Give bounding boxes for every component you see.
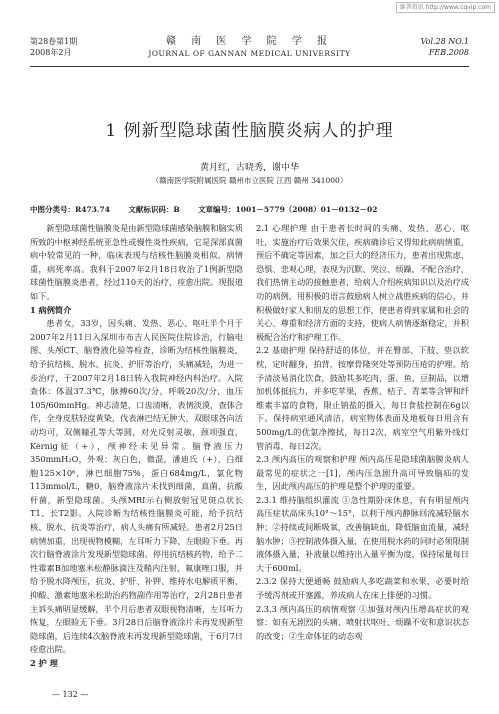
journal-header xyxy=(30,36,469,66)
right-column xyxy=(256,222,469,643)
header-rule xyxy=(30,66,469,67)
paragraph-observation: 2.3.3 颅内高压的病情观察 ①加强对颅内压增高症状的观察：如有无剧烈的头痛、喷射状呕吐、烦躁不安和意识状态的改变；②生命体征的动态观 xyxy=(256,603,469,641)
paragraph-bowel: 2.3.2 保持大便通畅 鼓励病人多吃蔬菜和水果，必要时给予缓泻剂或开塞露，养成病人在床上排便的习惯。 xyxy=(256,576,469,601)
article-meta xyxy=(30,204,393,215)
header-center xyxy=(30,36,469,59)
volume-en: Vol.28 NO.1 xyxy=(420,37,469,46)
document-code: 文献标识码：B xyxy=(128,205,180,214)
case-paragraph: 患者女，33岁，因头痛、发热、恶心、呕吐半个月于2007年2月11日入深圳市布吉人民医院住院诊治，行脑电图、头颅CT、脑脊液化验等检查，诊断为结核性脑膜炎，给予抗结核、脱水、抗炎、护肝等治疗，头痛减轻，为进一步治疗，于2007年2月18日转入我院神经内科治疗。入院查体：体温37.3℃，脉搏60次/分，呼吸20次/分，血压105/60mmHg。神志清楚，口齿清晰，表情淡漠，查体合作，全身皮肤轻度黄染，伐表淋巴结无肿大，双眼球各向活动均可，双侧瞳孔等大等圆，对光反射灵敏，颈项强直，Kernig征（+），颅神经未见异常。脑脊液压力350mmH₂O，外观：灰白色，微混，潘迪氏（+），白细胞125×10⁶，淋巴细胞75%，蛋白684mg/L，氯化物113mmol/L，糖0，脑脊液涂片未找到细菌，真菌，抗酸杆菌，新型隐球菌。头颅MRI示右侧放射冠见斑点状长T1、长T2影。入院诊断为结核性脑膜炎可能，给予抗结核、脱水、抗炎等治疗，病人头痛有所减轻。患者2月25日病情加重，出现视物模糊，左耳听力下降，左眼睑下垂。再次行脑脊液涂片发现新型隐球菌。停用抗结核药物，给予二性霉素B加地塞米松静脉滴注及鞘内注射，氟康唑口服，并给予脱水降颅压，抗炎、护肝、补钾、维持水电解质平衡、抑酸、激素地塞米松助治药物副作用等治疗，2月28日患者主诉头痛明显缓解，半个月后患者双眼视物清晰，左耳听力恢复，左眼睑无下垂。3月28日后脑脊液涂片未再发现新型隐球菌，后连续4次脑脊液未再发现新型隐球菌，于6月7日痊愈出院。 xyxy=(30,318,243,655)
paragraph-perfusion: 2.3.1 维持脑组织灌流 ①急性期卧床休息，有有明显颅内高压症状高床头10°～15°，以利于颅内静脉回流减轻脑水肿；②持续或间断吸氧，改善脑缺血，降低脑血流量，减轻脑水肿；③控制液体摄入量，在使用脱水药的同时必须限制液体摄入量，补液量以维持出入量平衡为度，保持尿量每日大于600ml。 xyxy=(256,494,469,573)
date-cn: 2008年2月 xyxy=(30,48,72,57)
article-number: 文章编号：1001－5779（2008）01－0132－02 xyxy=(198,205,378,214)
affiliation: （赣南医学院附属医院 赣州市立医院 江西 赣州 341000） xyxy=(151,176,348,185)
clc-number: 中图分类号：R473.74 xyxy=(30,205,110,214)
section-heading-nursing: 2 护 理 xyxy=(30,658,58,668)
authors: 黄月红，古晓秀，谢中华 xyxy=(199,163,299,173)
paragraph-psych-care: 2.1 心理护理 由于患者长时间的头痛、发热、恶心、呕吐，实施治疗后效果欠佳，疾病确诊后又得知此病病情重，预后不确定等因素，加之巨大的经济压力，患者出现焦虑、恐惧、悲观心理，表现为沉默、哭泣、烦躁，不配合治疗，我们热情主动的接触患者，给病人介绍疾病知识以及治疗成功的病例，用积极的语言鼓励病人树立战胜疾病的信心，并积极做好家人和朋友的思想工作，使患者得到家属和社会的关心、尊重和经济方面的支持，使病人病情逐渐稳定，并积极配合治疗和护理工作。 xyxy=(256,223,469,342)
header-right xyxy=(421,36,469,58)
article-title: 1 例新型隐球菌性脑膜炎病人的护理 xyxy=(105,121,394,141)
watermark: 维普资讯 http://www.cqvip.com xyxy=(396,2,495,13)
paragraph-icp-care: 2.3 颅内高压的观察和护理 颅内高压是隐球菌脑膜炎病人最常见的症状之一[1]，颅内压急剧升高可导致脑疝的发生，因此颅内高压的护理是整个护理的重要。 xyxy=(256,454,469,492)
journal-name-en: JOURNAL OF GANNAN MEDICAL UNIVERSITY xyxy=(148,49,351,58)
page-number: — 132 — xyxy=(52,690,89,699)
intro-paragraph: 新型隐球菌性脑膜炎是由新型隐球菌感染脑膜和脑实质所致的中枢神经系统亚急性或慢性炎性疾病，它是深部真菌病中较常见的一种，临床表现与结核性脑膜炎相似，病情重，病死率高。我科于2007年2月18日收治了1例新型隐球菌性脑膜炎患者，经过110天的治疗，痊愈出院。现报道如下。 xyxy=(30,223,243,301)
volume-cn: 第28卷第1期 xyxy=(30,37,78,46)
paragraph-basic-care: 2.2 基础护理 保持舒适的体位，并在臀部、下肢、垫以软枕，定时翻身，拍背，按摩骨隆突处等预防压疮的护理。给予清淡易消化饮食，鼓励其多吃肉、蛋、鱼、豆制品，以增加机体抵抗力，并多吃苹果，香蕉、桔子、青菜等含钾和纤维素丰富的食物，限止钠盐的摄入，每日食盐控制在6g以下。保持病室通风清洁，病室物体表面及地板每日用含有500mg/L的优氯净擦拭，每日2次，病室空气用紫外线灯管消毒，每日2次。 xyxy=(256,345,469,451)
left-column xyxy=(30,222,243,671)
date-en: FEB.2008 xyxy=(428,48,469,57)
section-heading-case: 1 病例简介 xyxy=(30,304,72,315)
journal-name-cn: 赣 南 医 学 院 学 报 xyxy=(165,36,334,47)
